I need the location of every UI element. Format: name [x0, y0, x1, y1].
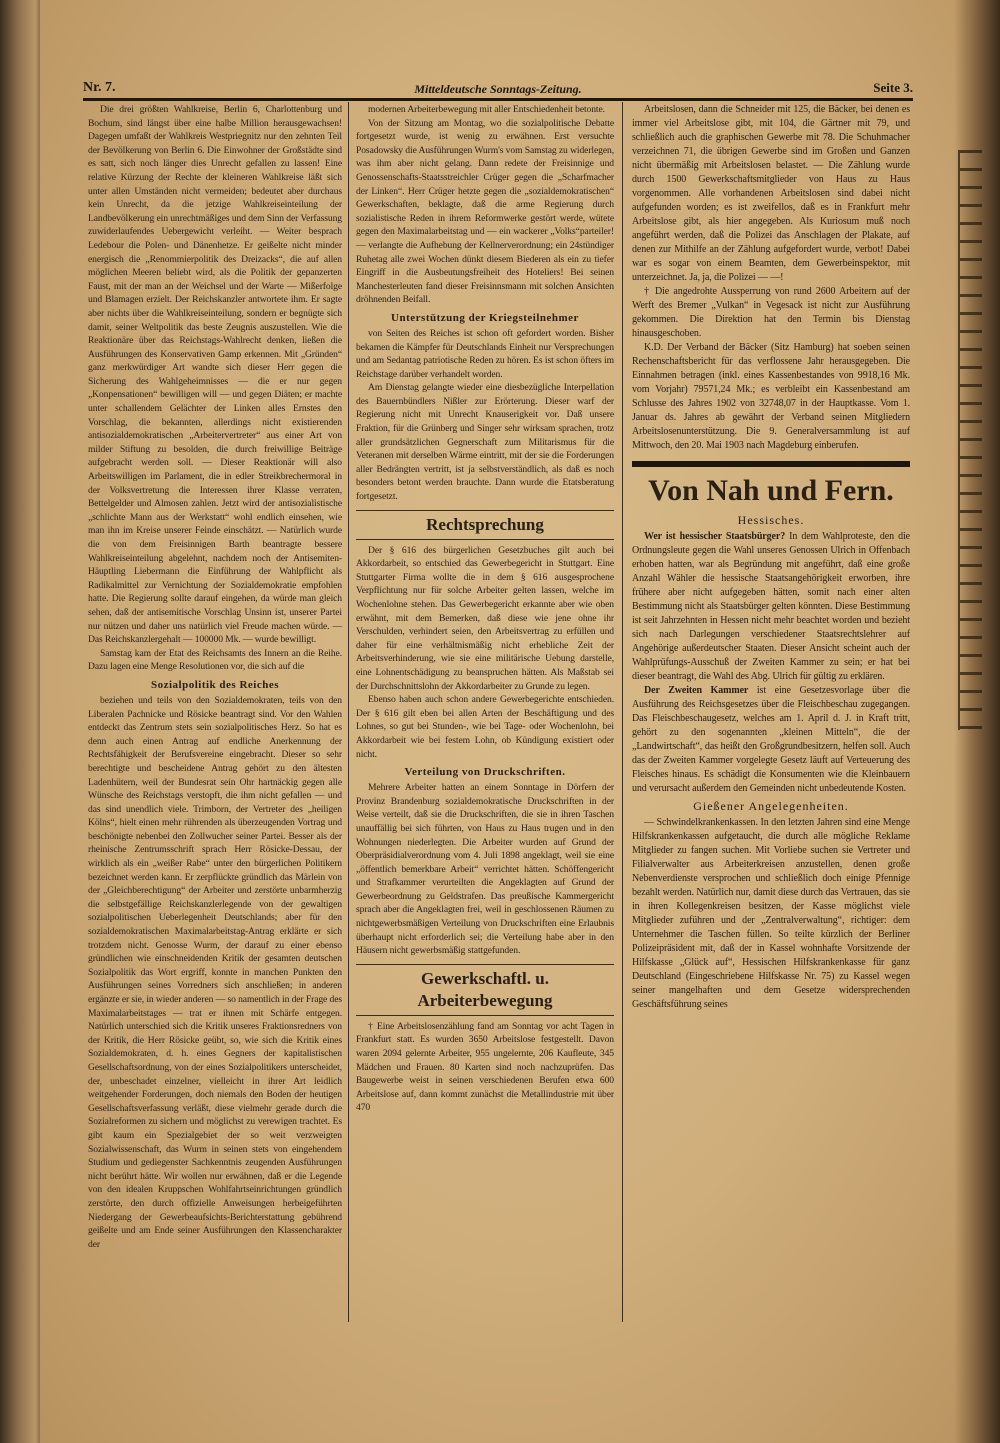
- scale-ruler: [958, 150, 982, 730]
- column-divider: [348, 102, 349, 1322]
- section-heading: Gewerkschaftl. u. Arbeiterbewegung: [356, 964, 614, 1016]
- article-paragraph: beziehen und teils von den Sozialdemokraten, teils von den Liberalen Pachnicke und Rösicke beantragt sind. Vor den Wahlen entdeckt das Zentrum stets sein sozialpolitisches Herz. So hat es denn auch einen Antrag auf endliche Anerkennung der Rechtsfähigkeit der Berufsvereine eingebracht. Dieser so sehr berechtigte und bescheidene Antrag gehört zu den ältesten Ladenhütern, weil der Bundesrat sein Ohr hartnäckig gegen alle Wünsche des Reichstags verstopft, die ihm nicht gefallen — und das sind unendlich viele. Trimborn, der Vertreter des „heiligen Kölns“, hielt einen mehr rührenden als überzeugenden Vortrag und beschönigte nebenbei den Zollwucher seiner Partei. Besser als der rheinische Zentrumsschrift sprach Herr Rösicke-Dessau, der wirklich als ein „weißer Rabe“ unter den bürgerlichen Politikern bezeichnet werden kann. Er zerpflückte gründlich das Märlein von der „Gleichberechtigung“ der Arbeiter und zerstörte unbarmherzig die selbstgefällige Reichskanzlerlegende von der gewaltigen sozialpolitischen Ueberlegenheit Deutschlands; aber für den sozialdemokratischen Maximalarbeitstag-Antrag erklärte er sich trotzdem nicht. Genosse Wurm, der darauf zu einer ebenso gründlichen wie einschneidenden Kritik der gesamten deutschen Sozialpolitik das Wort ergriff, konnte in manchen Punkten den Ausführungen seines Vorredners sich anschließen; in anderen ergänzte er sie, in wieder anderen — so namentlich in der Frage des Maximalarbeitstages — trat er ihnen mit Schärfe entgegen. Natürlich unterschied sich die Kritik unseres Fraktionsredners von der Kritik, die Herr Rösicke geübt, so, wie sich die Kritik eines Sozialdemokraten, d. h. eines Gegners der kapitalistischen Gesellschaftsordnung, von der eines Sozialpolitikers unterscheidet, der, unbeschadet einzelner, vielleicht in ihrer Art leidlich weitgehender Forderungen, doch niemals den Boden der heutigen Gesellschaftsverfassung verläßt, diese vielmehr gerade durch die Sozialreformen zu sichern und möglichst zu verewigen trachtet. Es gibt kaum ein Spezialgebiet der so weit verzweigten Sozialwissenschaft, das Wurm in seinen stets von eingehendem Studium und gediegenster Sachkenntnis zeugenden Ausführungen nicht berührt hätte. Wir wollen nur erwähnen, daß er die Legende von den idealen Kruppschen Wohlfahrtseinrichtungen gründlich zerstörte, den durch offizielle Anweisungen herbeigeführten Niedergang der Gewerbeaufsichts-Berichterstattung gebührend geißelte und am Ende seiner Ausführungen den Klassencharakter der: [88, 694, 342, 1250]
- article-paragraph: † Eine Arbeitslosenzählung fand am Sonntag vor acht Tagen in Frankfurt statt. Es wurden 3650 Arbeitslose festgestellt. Davon waren 2094 gelernte Arbeiter, 955 ungelernte, 206 Kaufleute, 345 Mädchen und Frauen. 80 Karten sind noch nachzuprüfen. Das Baugewerbe weist in seinen verschiedenen Berufen etwa 600 Arbeitslose auf, dann kommt zunächst die Metallindustrie mit über 470: [356, 1020, 614, 1114]
- article-paragraph: [632, 684, 910, 796]
- page-header: [83, 80, 913, 101]
- article-lead: Der Zweiten Kammer: [644, 685, 749, 696]
- article-paragraph: Arbeitslosen, dann die Schneider mit 125, die Bäcker, bei denen es immer viel Arbeitslose gibt, mit 104, die Gärtner mit 79, und schließlich auch die graphischen Gewerbe mit 78. Die Schuhmacher verzeichnen 71, die übrigen Gewerbe sind im Großen und Ganzen nicht übermäßig mit Arbeitslosen belastet. — Die Zählung wurde durch 1500 Gewerkschaftsmitglieder von Haus zu Haus vorgenommen. Alle vorhandenen Arbeitslosen sind dabei nicht aufgefunden worden; es ist zweifellos, daß es in Frankfurt mehr Arbeitslose gibt, als hier angegeben. Als Kuriosum muß noch angeführt werden, daß die Polizei das Anschlagen der Plakate, auf denen zur Mithilfe an der Zählung aufgefordert wurde, verbot! Dabei war es sogar von einem Beamten, dem Gewerbeinspektor, mit unterzeichnet. Ja, ja, die Polizei — —!: [632, 104, 910, 283]
- issue-number: Nr. 7.: [83, 80, 116, 95]
- section-heading: Hessisches.: [737, 513, 805, 527]
- section-heading: Rechtsprechung: [356, 510, 614, 540]
- article-paragraph: — Schwindelkrankenkassen. In den letzten Jahren sind eine Menge Hilfskrankenkassen aufgetaucht, die durch alle mögliche Reklame Mitglieder zu fangen suchen. Mit Vorliebe suchen sie Vertreter und Filialverwalter aus Arbeiterkreisen anzustellen, denen große Nebenverdienste versprochen und schließlich doch einige Pfennige bezahlt werden. Natürlich nur, damit diese durch das Vertrauen, das sie in ihren Kollegenkreisen besitzen, der Kasse möglichst viele Mitglieder zuführen und der „Zentralverwaltung“, richtiger: dem Unternehmer die Taschen füllen. So teilte kürzlich der Berliner Polizeipräsident mit, daß der in Kassel wohnhafte Vorsitzende der Hilfskasse „Glück auf“, Hessischen Hilfskrankenkasse für ganz Deutschland (Eingeschriebene Hilfskasse Nr. 75) zu Kassel wegen seiner mangelhaften und dem Gesetze widersprechenden Geschäftsführung seines: [632, 817, 910, 1010]
- column-2: [356, 103, 614, 1115]
- article-paragraph: K.D. Der Verband der Bäcker (Sitz Hamburg) hat soeben seinen Rechenschaftsbericht für das verflossene Jahr herausgegeben. Die Einnahmen betragen (inkl. eines Kassenbestandes von 9918,16 Mk. vom Vorjahr) 79571,24 Mk.; es verbleibt ein Kassenbestand am Schlusse des Jahres 1902 von 32748,07 in der Hauptkasse. Vom 1. Januar ds. Jahres ab gewährt der Verband seinen Mitgliedern Arbeitslosenunterstützung. Die 9. Generalversammlung ist auf Mittwoch, den 20. Mai 1903 nach Magdeburg einberufen.: [632, 342, 910, 451]
- column-divider: [622, 102, 623, 1322]
- section-heading: Sozialpolitik des Reiches: [150, 678, 279, 691]
- section-heading: Von Nah und Fern.: [632, 461, 910, 509]
- column-1: [88, 103, 342, 1251]
- article-paragraph: [632, 530, 910, 684]
- article-paragraph: modernen Arbeiterbewegung mit aller Entschiedenheit betonte.: [368, 104, 605, 115]
- section-heading: Verteilung von Druckschriften.: [404, 766, 566, 779]
- article-paragraph: Am Dienstag gelangte wieder eine diesbezügliche Interpellation des Bauernbündlers Nißler zur Erörterung. Dieser warf der Regierung nicht mit Unrecht Knauserigkeit vor. Daß unsere Fraktion, für die Grünberg und Singer sehr wirksam sprachen, trotz aller grundsätzlichen Gegnerschaft zum Militarismus für die Veteranen mit derselben Wärme eintritt, mit der sie die Forderungen aller Bedrängten vertritt, ist ja selbstverständlich, als daß es noch besonders betont werden brauchte. Dann wurde die Etatsberatung fortgesetzt.: [356, 382, 614, 503]
- newspaper-title: Mitteldeutsche Sonntags-Zeitung.: [414, 82, 582, 96]
- article-text: ist eine Gesetzesvorlage über die Ausführung des Reichsgesetzes über die Fleischbeschau zugegangen. Das Fleischbeschaugesetz, welches am 1. April d. J. in Kraft tritt, gehört zu den sogenannten „kleinen Mitteln“, die der „Landwirtschaft“, das heißt den Großgrundbesitzern, helfen soll. Auch das der Zweiten Kammer vorgelegte Gesetz läuft auf Verteuerung des Fleisches hinaus. Es schädigt die Konsumenten wie die Kleinbauern und verursacht außerdem den Gemeinden nicht unbedeutende Kosten.: [632, 685, 910, 794]
- section-heading: Gießener Angelegenheiten.: [693, 799, 849, 813]
- section-heading: Unterstützung der Kriegsteilnehmer: [391, 311, 579, 324]
- book-binding: [0, 0, 44, 1443]
- article-paragraph: Von der Sitzung am Montag, wo die sozialpolitische Debatte fortgesetzt wurde, ist wenig zu erwähnen. Erst versuchte Posadowsky die Ausführungen Wurm's vom Samstag zu widerlegen, was ihm aber nicht gelang. Dann redete der Freisinnige und Genossenschafts-Staatsstreichler Crüger gegen die „Scharfmacher der Linken“. Herr Crüger hetzte gegen die „sozialdemokratischen“ Gewerkschaften, beklagte, daß die arme Regierung durch sozialistische Reden in ihrem Reformwerke gestört werde, wütete gegen den Maximalarbeitstag und — ein wackerer „Volks“parteiler! — verlangte die Aufhebung der Kellnerverordnung; ein 24stündiger Ruhetag alle zwei Wochen dünkt diesem Biederen als ein zu tiefer Eingriff in die Ausbeutungsfreiheit des Hoteliers! Bei seinen Manchesterleuten fand dieser Freisinnsmann mit solchen Ansichten dröhnenden Beifall.: [356, 117, 614, 306]
- article-paragraph: von Seiten des Reiches ist schon oft gefordert worden. Bisher bekamen die Kämpfer für Deutschlands Einheit nur Versprechungen und am Sedantag patriotische Reden zu hören. Es ist schon öfters im Reichstage darüber verhandelt worden.: [356, 327, 614, 380]
- article-paragraph: Die drei größten Wahlkreise, Berlin 6, Charlottenburg und Bochum, sind längst über eine halbe Million herausgewachsen! Dagegen umfaßt der Wahlkreis Westpriegnitz nur den zehnten Teil der Bevölkerung von Berlin 6. Die Einwohner der Großstädte sind es satt, sich noch länger dies Unrecht gefallen zu lassen! Eine relative Kürzung der Rechte der kleineren Wahlkreise läßt sich unter allen Umständen nicht vermeiden; bedeutet aber durchaus kein Unrecht, da die jetzige Wahlkreiseinteilung der Landbevölkerung ein unrechtmäßiges und dem Sinn der Verfassung zuwiderlaufendes Uebergewicht verleiht. — Weiter besprach Ledebour die Polen- und Dänenhetze. Er geißelte nicht minder energisch die „Renommierpolitik des Dreizacks“, die auf allen möglichen Meeren beliebt wird, als die Politik der gepanzerten Faust, mit der man an der Weichsel und der Warte — Mißerfolge und Blamagen erzielt. Der Reichskanzler antwortete ihm. Er sagte aber nichts über die Wahlkreiseinteilung, sondern er begnügte sich damit, seiner Weltpolitik das beste Zeugnis auszustellen. Wie die Reaktionäre über das Reichstags-Wahlrecht denken, ließen die Ausführungen des Konservativen Gamp erkennen. Mit „Gründen“ ganz merkwürdiger Art wandte sich dieser Herr gegen die Sicherung des Wahlgeheimnisses — die er nur gegen „Konpensationen“ bewilligen will — und gegen Diäten; er machte unter schallendem Gelächter der Linken alles Ernstes den Vorschlag, die bekannten, allerdings nicht existierenden antisozialdemokratischen „Arbeitervertreter“ aus einer Art von milder Stiftung zu besolden, die durch freiwillige Beiträge aufgebracht werden soll. — Dieser Reaktionär will also Arbeitswilligen im Parlament, die in edler Streikbrechermoral in der Volksvertretung die Interessen ihrer Klasse verraten, Bettelgelder und Almosen zahlen. Jetzt wird der antisozialistische „schlichte Mann aus der Werkstatt“ wohl endlich einsehen, wie man ihn im Kreise unserer Feinde einschätzt. — Natürlich wurde die von dem Freisinnigen Barth beantragte bessere Wahlkreiseinteilung abgelehnt, nachdem noch der Antisemiten-Häuptling Liebermann die Einführung der Wahlpflicht als Radikalmittel zur Vernichtung der Sozialdemokratie empfohlen hatte. Die Regierung sollte darauf eingehen, da würde man gleich sehen, daß der antisemitische Vorschlag Unsinn ist, unserer Partei nur nützen und daher uns natürlich viel Freude machen würde. — Das Reichskanzlergehalt — 100000 Mk. — wurde bewilligt.: [88, 104, 342, 646]
- article-lead: Wer ist hessischer Staatsbürger?: [644, 531, 786, 542]
- article-paragraph: Mehrere Arbeiter hatten an einem Sonntage in Dörfern der Provinz Brandenburg sozialdemokratische Druckschriften in der Weise verteilt, daß sie die Druckschriften, die sie in ihren Taschen unauffällig bei sich führten, von Haus zu Haus trugen und in den Wohnungen niederlegten. Die Arbeiter wurden auf Grund der Oberpräsidialverordnung vom 4. Juli 1898 angeklagt, weil sie eine „öffentlich bemerkbare Arbeit“ verrichtet hätten. Schöffengericht und Strafkammer verurteilten die Angeklagten auf Grund der Gewerbeordnung zu Geldstrafen. Das preußische Kammergericht sprach aber die Angeklagten frei, weil in geschlossenen Räumen zu nichtgewerbsmäßigen Verteilung von Druckschriften eine Erlaubnis überhaupt nicht erforderlich sei; die Verteilung habe aber in den Häusern nicht gewerbsmäßig stattgefunden.: [356, 782, 614, 957]
- article-paragraph: † Die angedrohte Aussperrung von rund 2600 Arbeitern auf der Werft des Bremer „Vulkan“ in Vegesack ist nicht zur Ausführung gekommen. Die Direktion hat den Termin bis Dienstag hinausgeschoben.: [632, 286, 910, 339]
- article-paragraph: Ebenso haben auch schon andere Gewerbegerichte entschieden. Der § 616 gilt eben bei allen Arten der Beschäftigung und des Lohnes, so gut bei Stunden-, wie bei Tage- oder Wochenlohn, bei Akkordarbeit wie bei festem Lohn, ob Kündigung existiert oder nicht.: [356, 694, 614, 760]
- article-text: In dem Wahlproteste, den die Ordnungsleute gegen die Wahl unseres Genossen Ulrich in Offenbach erhoben hatten, war als Begründung mit angeführt, daß eine große Anzahl Wähler die hessische Staatsangehörigkeit erworben, ihre frühere aber nicht aufgegeben hätten, somit nach einer alten Bestimmung nicht als Staatsbürger gelten könnten. Diese Bestimmung ist seit Jahrzehnten in Hessen nicht mehr beachtet worden und bezieht sich nach Darlegungen verschiedener Staatsrechtslehrer auf Angehörige außerdeutscher Staaten. Dieser Ansicht scheint auch der Wahlprüfungs-Ausschuß der Zweiten Kammer zu sein; er hat bei dieser beantragt, die Wahl des Abg. Ulrich für gültig zu erklären.: [632, 531, 910, 682]
- column-3: [632, 103, 910, 1012]
- article-paragraph: Samstag kam der Etat des Reichsamts des Innern an die Reihe. Dazu lagen eine Menge Resolutionen vor, die sich auf die: [88, 647, 342, 673]
- article-paragraph: Der § 616 des bürgerlichen Gesetzbuches gilt auch bei Akkordarbeit, so entschied das Gewerbegericht in Stuttgart. Eine Stuttgarter Firma wollte die in dem § 616 ausgesprochene Verpflichtung nur für solche Arbeiter gelten lassen, welche im Wochenlohne stehen. Das Gewerbegericht erkannte aber wie oben erwähnt, mit dem Bemerken, daß diese wie jene ohne ihr Verschulden, verhindert seien, den Arbeitsvertrag zu erfüllen und daher für eine verhältnismäßig nicht erhebliche Zeit der Arbeitsverhinderung, wie sie eine militärische Uebung darstelle, eine Lohnentschädigung zu beanspruchen hätten. Als Maßstab sei der Durchschnittslohn der Akkordarbeiter zu Grunde zu legen.: [356, 544, 614, 692]
- page-number: Seite 3.: [873, 80, 913, 95]
